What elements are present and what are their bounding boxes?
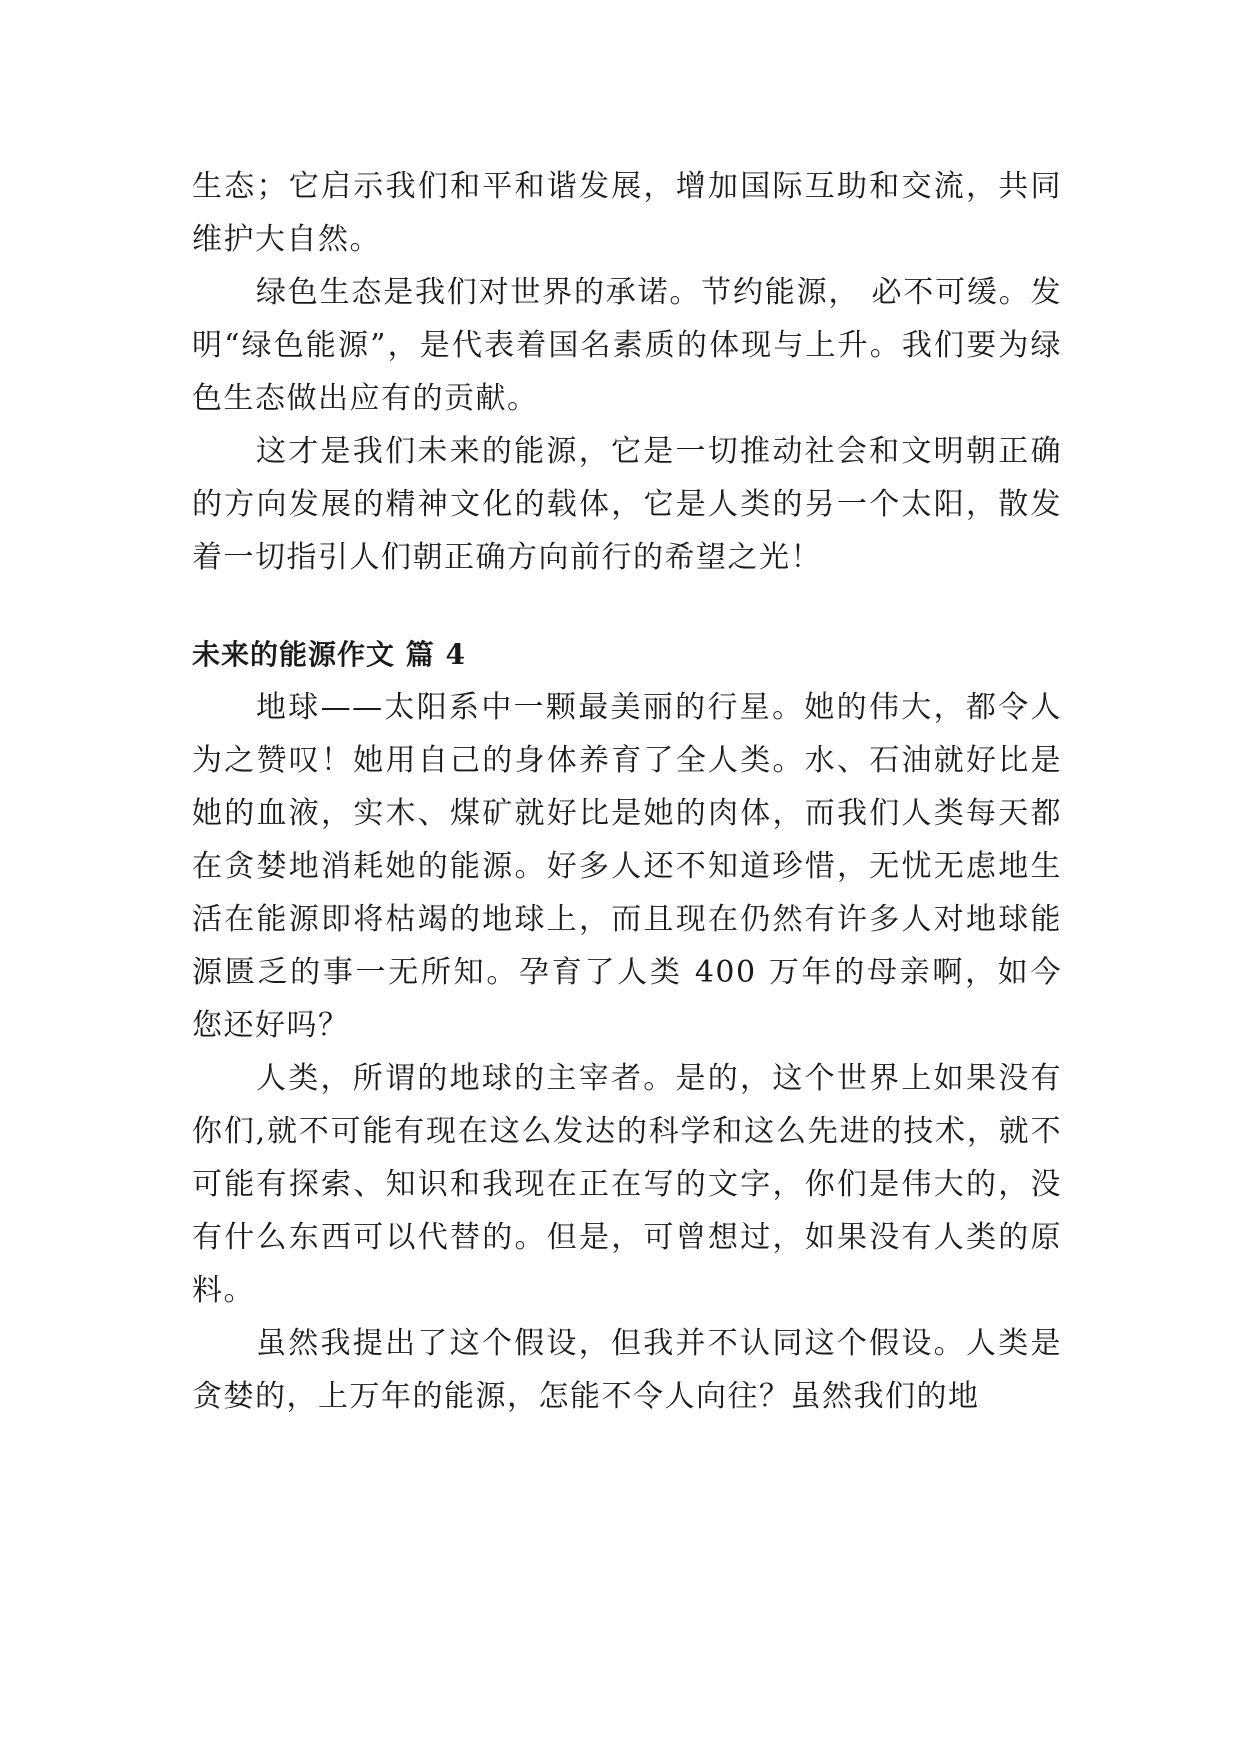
paragraph-4: 地球——太阳系中一颗最美丽的行星。她的伟大，都令人为之赞叹！她用自己的身体养育了全人类。水、石油就好比是她的血液，实木、煤矿就好比是她的肉体，而我们人类每天都在贪婪地消耗她的能源。好多人还不知道珍惜，无忧无虑地生活在能源即将枯竭的地球上，而且现在仍然有许多人对地球能源匮乏的事一无所知。孕育了人类 400 万年的母亲啊，如今您还好吗？ (192, 690, 1062, 1043)
paragraph-5: 人类，所谓的地球的主宰者。是的，这个世界上如果没有你们,就不可能有现在这么发达的科学和这么先进的技术，就不可能有探索、知识和我现在正在写的文字，你们是伟大的，没有什么东西可以代替的。但是，可曾想过，如果没有人类的原料。 (192, 1061, 1062, 1308)
paragraph-6: 虽然我提出了这个假设，但我并不认同这个假设。人类是贪婪的，上万年的能源，怎能不令人向往？虽然我们的地 (192, 1326, 1062, 1414)
section-title: 未来的能源作文 篇 4 (192, 638, 466, 671)
document-page (192, 160, 1062, 1423)
paragraph-3: 这才是我们未来的能源，它是一切推动社会和文明朝正确的方向发展的精神文化的载体，它是人类的另一个太阳，散发着一切指引人们朝正确方向前行的希望之光！ (192, 434, 1062, 575)
paragraph-1: 生态；它启示我们和平和谐发展，增加国际互助和交流，共同维护大自然。 (192, 169, 1062, 257)
paragraph-2: 绿色生态是我们对世界的承诺。节约能源， 必不可缓。发明“绿色能源”，是代表着国名素质的体现与上升。我们要为绿色生态做出应有的贡献。 (192, 275, 1062, 416)
